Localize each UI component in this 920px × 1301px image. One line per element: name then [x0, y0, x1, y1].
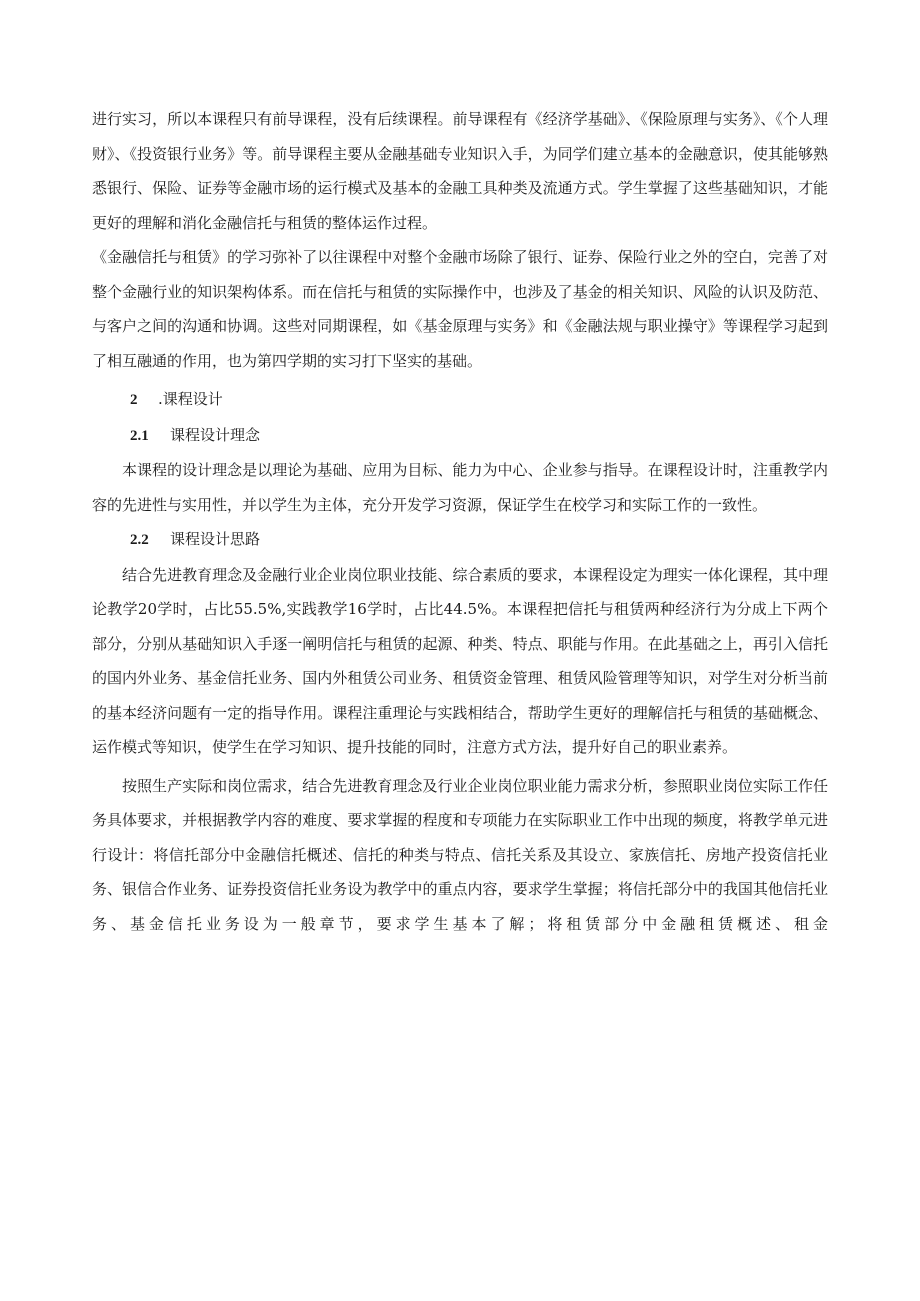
heading-design-approach [92, 522, 828, 558]
heading-number: 2.2 [130, 532, 149, 548]
paragraph-course-role: 《金融信托与租赁》的学习弥补了以往课程中对整个金融市场除了银行、证券、保险行业之外的空白，完善了对整个金融行业的知识架构体系。而在信托与租赁的实际操作中，也涉及了基金的相关知识、风险的认识及防范、与客户之间的沟通和协调。这些对同期课程，如《基金原理与实务》和《金融法规与职业操守》等课程学习起到了相互融通的作用，也为第四学期的实习打下坚实的基础。 [92, 248, 828, 370]
paragraph-design-approach: 结合先进教育理念及金融行业企业岗位职业技能、综合素质的要求，本课程设定为理实一体化课程，其中理论教学20学时，占比55.5%,实践教学16学时，占比44.5%。本课程把信托与租赁两种经济行为分成上下两个部分，分别从基础知识入手逐一阐明信托与租赁的起源、种类、特点、职能与作用。在此基础之上，再引入信托的国内外业务、基金信托业务、国内外租赁公司业务、租赁资金管理、租赁风险管理等知识，对学生对分析当前的基本经济问题有一定的指导作用。课程注重理论与实践相结合，帮助学生更好的理解信托与租赁的基础概念、运作模式等知识，使学生在学习知识、提升技能的同时，注意方式方法，提升好自己的职业素养。 [92, 565, 828, 756]
heading-course-design [92, 382, 828, 418]
paragraph-design-philosophy: 本课程的设计理念是以理论为基础、应用为目标、能力为中心、企业参与指导。在课程设计时，注重教学内容的先进性与实用性，并以学生为主体，充分开发学习资源，保证学生在校学习和实际工作的一致性。 [92, 461, 828, 514]
heading-number: 2 [130, 392, 138, 408]
document-body [92, 102, 828, 941]
heading-text: 课程设计思路 [170, 530, 261, 548]
paragraph-prerequisite-courses: 进行实习，所以本课程只有前导课程，没有后续课程。前导课程有《经济学基础》、《保险原理与实务》、《个人理财》、《投资银行业务》等。前导课程主要从金融基础专业知识入手，为同学们建立基本的金融意识，使其能够熟悉银行、保险、证券等金融市场的运行模式及基本的金融工具种类及流通方式。学生掌握了这些基础知识，才能更好的理解和消化金融信托与租赁的整体运作过程。 [92, 110, 828, 232]
heading-design-philosophy [92, 418, 828, 454]
heading-text: .课程设计 [158, 390, 223, 408]
heading-number: 2.1 [130, 427, 149, 444]
heading-text: 课程设计理念 [170, 425, 261, 444]
paragraph-teaching-units: 按照生产实际和岗位需求，结合先进教育理念及行业企业岗位职业能力需求分析，参照职业岗位实际工作任务具体要求，并根据教学内容的难度、要求掌握的程度和专项能力在实际职业工作中出现的频度，将教学单元进行设计：将信托部分中金融信托概述、信托的种类与特点、信托关系及其设立、家族信托、房地产投资信托业务、银信合作业务、证券投资信托业务设为教学中的重点内容，要求学生掌握；将信托部分中的我国其他信托业务、基金信托业务设为一般章节，要求学生基本了解；将租赁部分中金融租赁概述、租金 [92, 776, 828, 933]
